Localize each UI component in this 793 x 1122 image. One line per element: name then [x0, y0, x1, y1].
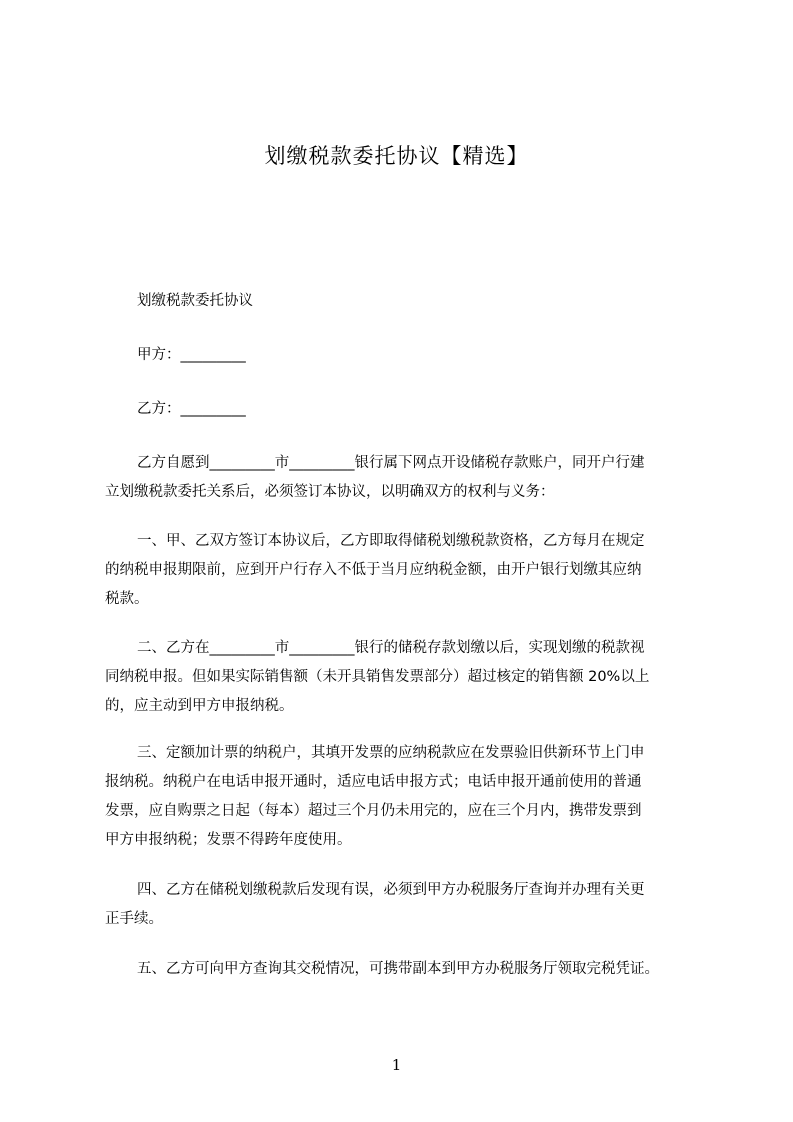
page-number: 1: [391, 1056, 402, 1074]
intro-line-1: 乙方自愿到_________市_________银行属下网点开设储税存款账户，同开户行建: [137, 455, 645, 471]
subtitle-line: 划缴税款委托协议: [137, 293, 253, 309]
party-b-paragraph: [105, 395, 703, 424]
clause-2-paragraph: [105, 634, 703, 721]
clause-1-paragraph: [105, 527, 703, 614]
clause-3-line-3: 发票，应自购票之日起（每本）超过三个月仍未用完的，应在三个月内，携带发票到: [105, 803, 642, 819]
clause-1-line-1: 一、甲、乙双方签订本协议后，乙方即取得储税划缴税款资格，乙方每月在规定: [137, 533, 645, 549]
intro-paragraph: [105, 449, 703, 507]
clause-5-paragraph: [105, 955, 703, 984]
party-a-line: 甲方：_________: [137, 347, 246, 363]
clause-2-line-2: 同纳税申报。但如果实际销售额（未开具销售发票部分）超过核定的销售额 20%以上: [105, 669, 650, 685]
clause-3-line-2: 报纳税。纳税户在电话申报开通时，适应电话申报方式；电话申报开通前使用的普通: [105, 774, 642, 790]
party-a-paragraph: [105, 341, 703, 370]
clause-2-line-3: 的，应主动到甲方申报纳税。: [105, 698, 294, 714]
clause-5-line-1: 五、乙方可向甲方查询其交税情况，可携带副本到甲方办税服务厅领取完税凭证。: [137, 961, 659, 977]
clause-3-paragraph: [105, 739, 703, 855]
party-b-line: 乙方：_________: [137, 401, 246, 417]
subtitle-paragraph: [105, 287, 703, 316]
clause-3-line-4: 甲方申报纳税；发票不得跨年度使用。: [105, 832, 352, 848]
clause-1-line-3: 税款。: [105, 591, 149, 607]
clause-4-line-2: 正手续。: [105, 911, 163, 927]
clause-2-line-1: 二、乙方在_________市_________银行的储税存款划缴以后，实现划缴的税款视: [137, 640, 645, 656]
document-title: 划缴税款委托协议【精选】: [264, 144, 529, 168]
clause-3-line-1: 三、定额加计票的纳税户，其填开发票的应纳税款应在发票验旧供新环节上门申: [137, 745, 645, 761]
clause-1-line-2: 的纳税申报期限前，应到开户行存入不低于当月应纳税金额，由开户银行划缴其应纳: [105, 562, 642, 578]
clause-4-paragraph: [105, 876, 703, 934]
intro-line-2: 立划缴税款委托关系后，必须签订本协议，以明确双方的权利与义务：: [105, 484, 555, 500]
clause-4-line-1: 四、乙方在储税划缴税款后发现有误，必须到甲方办税服务厅查询并办理有关更: [137, 882, 645, 898]
